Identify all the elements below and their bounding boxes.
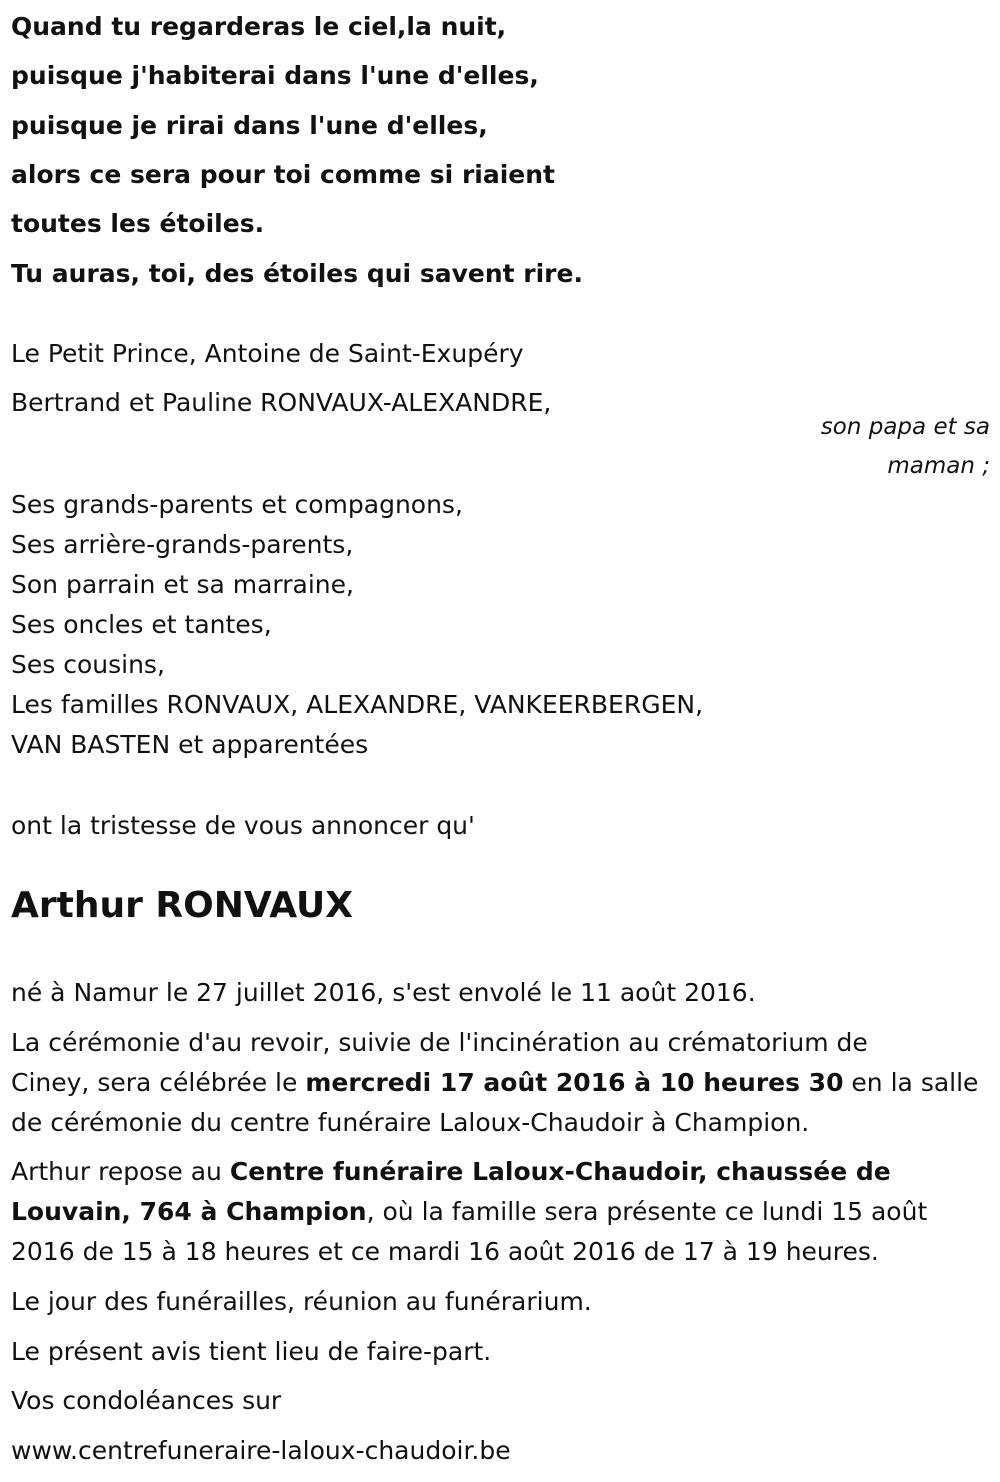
ceremony-datetime: mercredi 17 août 2016 à 10 heures 30: [305, 1068, 844, 1097]
family-line: Ses arrière-grands-parents,: [11, 530, 354, 559]
ceremony-text: en la salle: [843, 1068, 979, 1097]
quote-line: toutes les étoiles.: [11, 209, 265, 238]
deceased-name: Arthur RONVAUX: [11, 885, 353, 926]
quote-line: Quand tu regarderas le ciel,la nuit,: [11, 12, 507, 41]
notice-text: Le présent avis tient lieu de faire-part.: [11, 1337, 492, 1366]
quote-line: puisque je rirai dans l'une d'elles,: [11, 111, 488, 140]
announcement-text: ont la tristesse de vous annoncer qu': [11, 811, 475, 840]
family-line: Ses cousins,: [11, 650, 165, 679]
ceremony-line: [11, 1068, 978, 1098]
family-line: VAN BASTEN et apparentées: [11, 730, 369, 759]
quote-line: puisque j'habiterai dans l'une d'elles,: [11, 61, 539, 90]
family-line: Son parrain et sa marraine,: [11, 570, 354, 599]
birth-death-text: né à Namur le 27 juillet 2016, s'est envolé le 11 août 2016.: [11, 978, 756, 1007]
parents-role-line1: son papa et sa: [820, 414, 990, 440]
quote-line: alors ce sera pour toi comme si riaient: [11, 160, 555, 189]
ceremony-line: de cérémonie du centre funéraire Laloux-Chaudoir à Champion.: [11, 1108, 810, 1137]
repose-line: [11, 1157, 891, 1187]
quote-line: Tu auras, toi, des étoiles qui savent rire.: [11, 259, 583, 288]
ceremony-line: La cérémonie d'au revoir, suivie de l'incinération au crématorium de: [11, 1028, 868, 1057]
condolences-link-line: [11, 1436, 511, 1466]
condolences-label: Vos condoléances sur: [11, 1386, 282, 1415]
repose-text: , où la famille sera présente ce lundi 15 août: [366, 1197, 928, 1226]
parents-names: Bertrand et Pauline RONVAUX-ALEXANDRE,: [11, 388, 552, 417]
parents-role-line2: maman ;: [887, 453, 990, 479]
repose-location: Centre funéraire Laloux-Chaudoir, chaussée de: [229, 1157, 891, 1186]
repose-text: Arthur repose au: [11, 1157, 230, 1186]
family-line: Ses oncles et tantes,: [11, 610, 272, 639]
funeral-day-text: Le jour des funérailles, réunion au funérarium.: [11, 1287, 592, 1316]
condolences-link[interactable]: www.centrefuneraire-laloux-chaudoir.be: [11, 1436, 511, 1465]
family-line: Les familles RONVAUX, ALEXANDRE, VANKEERBERGEN,: [11, 690, 704, 719]
repose-line: [11, 1197, 927, 1227]
ceremony-text: Ciney, sera célébrée le: [11, 1068, 306, 1097]
family-line: Ses grands-parents et compagnons,: [11, 490, 463, 519]
repose-location: Louvain, 764 à Champion: [11, 1197, 367, 1226]
repose-line: 2016 de 15 à 18 heures et ce mardi 16 août 2016 de 17 à 19 heures.: [11, 1237, 879, 1266]
quote-attribution: Le Petit Prince, Antoine de Saint-Exupéry: [11, 339, 524, 368]
